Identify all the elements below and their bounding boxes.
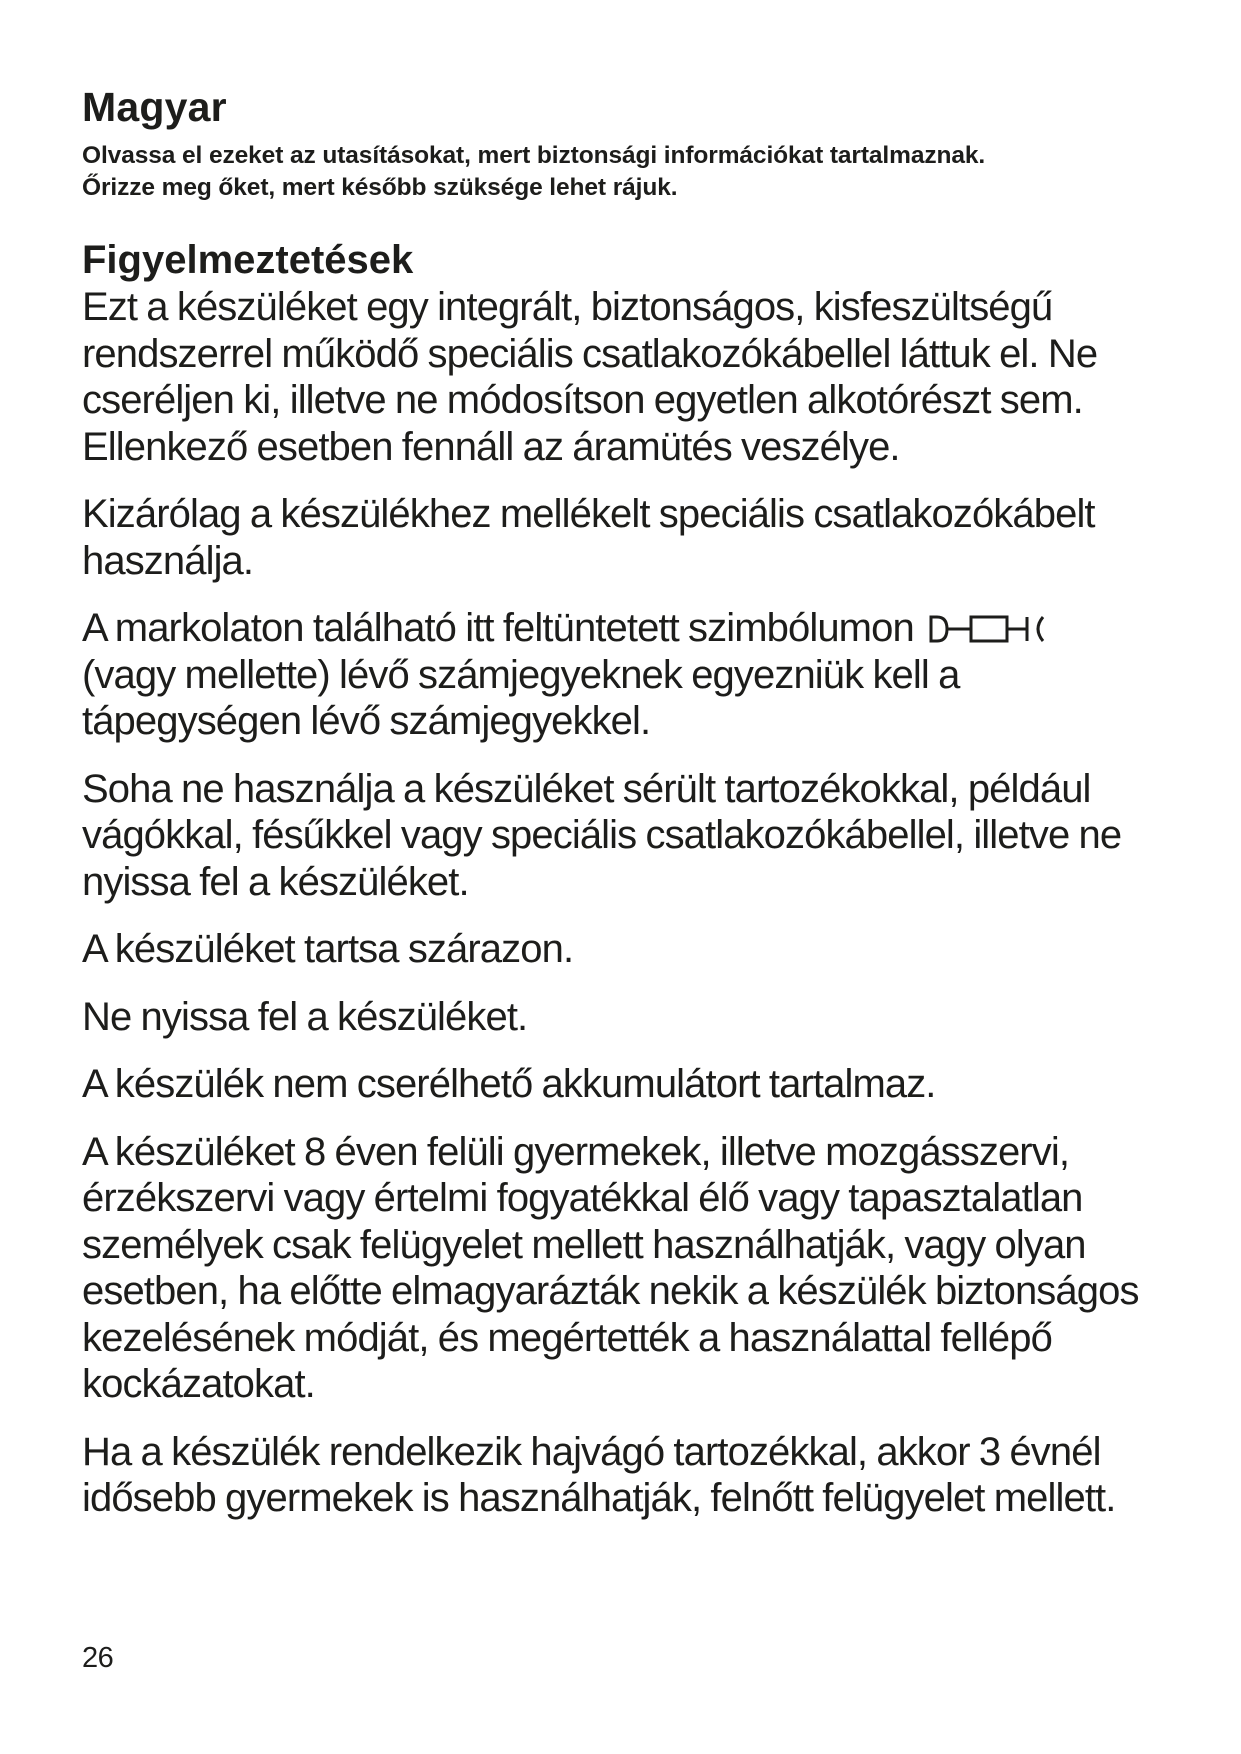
- intro-text: [82, 140, 1172, 204]
- document-page: [82, 82, 1172, 1543]
- paragraph-hair-clipper-children: Ha a készülék rendelkezik hajvágó tartozékkal, akkor 3 évnél idősebb gyermekek is használhatják, felnőtt felügyelet mellett.: [82, 1429, 1116, 1520]
- intro-line-2: Őrizze meg őket, mert később szüksége lehet rájuk.: [82, 174, 678, 201]
- paragraph-keep-dry: A készüléket tartsa szárazon.: [82, 927, 574, 971]
- symbol-text-rest: (vagy mellette) lévő számjegyeknek egyezniük kell a tápegységen lévő számjegyekkel.: [82, 652, 960, 743]
- paragraph-children-supervision: A készüléket 8 éven felüli gyermekek, illetve mozgásszervi, érzékszervi vagy értelmi fogyatékkal élő vagy tapasztalatlan személyek csak felügyelet mellett használhatják, vagy olyan esetben, ha előtte elmagyarázták nekik a készülék biztonságos kezelésének módját, és megértették a használattal fellépő kockázatokat.: [82, 1129, 1139, 1406]
- language-title: Magyar: [82, 84, 227, 130]
- symbol-text-lead: A markolaton található itt feltüntetett szimbólumon: [82, 606, 914, 650]
- paragraph-use-supplied-cable: Kizárólag a készülékhez mellékelt speciális csatlakozókábelt használja.: [82, 492, 1095, 583]
- intro-line-1: Olvassa el ezeket az utasításokat, mert biztonsági információkat tartalmaznak.: [82, 142, 986, 169]
- paragraph-cable-warning: Ezt a készüléket egy integrált, biztonságos, kisfeszültségű rendszerrel működő speciális csatlakozókábellel láttuk el. Ne cseréljen ki, illetve ne módosítson egyetlen alkotórészt sem. Ellenkező esetben fennáll az áramütés veszélye.: [82, 285, 1098, 469]
- paragraph-battery: A készülék nem cserélhető akkumulátort tartalmaz.: [82, 1062, 936, 1106]
- paragraph-damaged-accessories: Soha ne használja a készüléket sérült tartozékokkal, például vágókkal, fésűkkel vagy speciális csatlakozókábellel, illetve ne nyissa fel a készüléket.: [82, 766, 1122, 904]
- section-title: Figyelmeztetések: [82, 238, 414, 282]
- page-number: 26: [82, 1642, 114, 1674]
- paragraph-symbol-numbers: [82, 605, 1172, 745]
- plug-cable-symbol-icon: [927, 613, 1047, 645]
- paragraph-do-not-open: Ne nyissa fel a készüléket.: [82, 994, 528, 1039]
